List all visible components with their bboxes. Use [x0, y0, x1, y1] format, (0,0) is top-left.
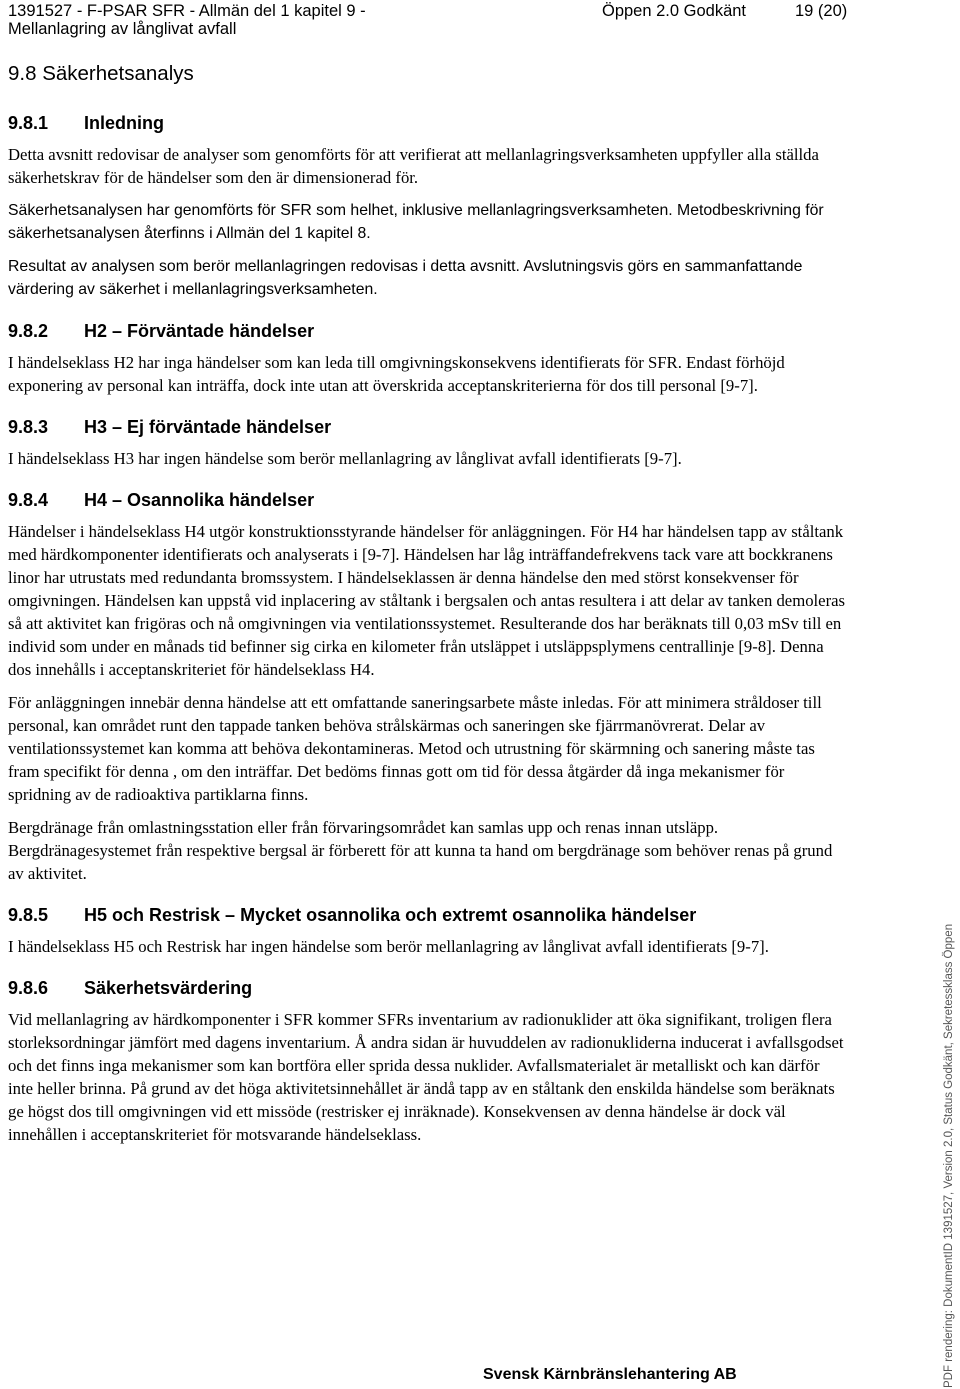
subsection-heading-9-8-5	[8, 903, 848, 927]
paragraph: I händelseklass H2 har inga händelser som kan leda till omgivningskonsekvens identifierats för SFR. Endast förhöjd exponering av personal kan inträffa, dock inte utan att överskrida acceptanskriterierna för dos till personal [9-7].	[8, 353, 785, 395]
subsection-title: H3 – Ej förväntade händelser	[84, 417, 332, 437]
document-status: Öppen 2.0 Godkänt	[602, 2, 747, 20]
subsection-heading-9-8-2	[8, 319, 848, 343]
subsection-title: H2 – Förväntade händelser	[84, 321, 315, 341]
document-body	[8, 60, 848, 1156]
subsection-heading-9-8-1	[8, 111, 848, 135]
subsection-number: 9.8.2	[8, 321, 49, 341]
pdf-rendering-note: PDF rendering: DokumentID 1391527, Version 2.0, Status Godkänt, Sekretessklass Öppen	[943, 923, 955, 1388]
paragraph: För anläggningen innebär denna händelse att ett omfattande saneringsarbete måste inledas. För att minimera stråldoser till personal, kan området runt den tappade tanken behöva strålskärmas och saneringen ske fjärrmanövrerat. Delar av ventilationssystemet kan komma att behöva dekontamineras. Metod och utrustning för skärmning och sanering måste tas fram specifikt för denna , om den inträffar. Det bedöms finnas gott om tid för dessa åtgärder då inga mekanismer för spridning av de radioaktiva partiklarna finns.	[8, 693, 822, 804]
subsection-heading-9-8-4	[8, 488, 848, 512]
paragraph: I händelseklass H3 har ingen händelse som berör mellanlagring av långlivat avfall identifierats [9-7].	[8, 449, 682, 468]
page-number: 19 (20)	[795, 2, 848, 20]
subsection-number: 9.8.4	[8, 490, 49, 510]
subsection-number: 9.8.6	[8, 978, 49, 998]
page-header	[8, 2, 908, 38]
paragraph: Säkerhetsanalysen har genomförts för SFR som helhet, inklusive mellanlagringsverksamheten. Metodbeskrivning för säkerhetsanalysen återfinns i Allmän del 1 kapitel 8.	[8, 202, 824, 242]
footer-company: Svensk Kärnbränslehantering AB	[483, 1366, 737, 1383]
subsection-number: 9.8.5	[8, 905, 49, 925]
subsection-heading-9-8-3	[8, 415, 848, 439]
subsection-title: Säkerhetsvärdering	[84, 978, 253, 998]
paragraph: Händelser i händelseklass H4 utgör konstruktionsstyrande händelser för anläggningen. För H4 har händelsen tapp av ståltank med härdkomponenter identifierats och analyserats i [9-7]. Händelsen har låg inträffandefrekvens tack vare att bockkranens linor har utrustats med redundanta bromssystem. I händelseklassen är denna händelse den med störst konsekvenser för omgivningen. Händelsen kan uppstå vid inplacering av ståltank i bergsalen och antas resultera i att delar av tanken demoleras så att aktivitet kan frigöras och nå omgivningen via ventilationssystemet. Resulterande dos har beräknats till 0,03 mSv till en individ som under en månads tid befinner sig cirka en kilometer från utsläppet i utsläppsplymens centrallinje [9-8]. Denna dos innehålls i acceptanskriteriet för händelseklass H4.	[8, 522, 846, 679]
subsection-title: H4 – Osannolika händelser	[84, 490, 315, 510]
subsection-title: H5 och Restrisk – Mycket osannolika och extremt osannolika händelser	[84, 905, 697, 925]
subsection-heading-9-8-6	[8, 976, 848, 1000]
paragraph: Resultat av analysen som berör mellanlagringen redovisas i detta avsnitt. Avslutningsvis görs en sammanfattande värdering av säkerhet i mellanlagringsverksamheten.	[8, 258, 803, 298]
subsection-number: 9.8.1	[8, 113, 49, 133]
paragraph: Detta avsnitt redovisar de analyser som genomförts för att verifierat att mellanlagringsverksamheten uppfyller alla ställda säkerhetskrav för de händelser som den är dimensionerad för.	[8, 145, 819, 187]
document-id: 1391527 - F-PSAR SFR - Allmän del 1 kapitel 9 -	[8, 2, 366, 20]
paragraph: Bergdränage från omlastningsstation eller från förvaringsområdet kan samlas upp och renas innan utsläpp. Bergdränagesystemet från respektive bergsal är förberett för att kunna ta hand om bergdränage som behöver renas på grund av aktivitet.	[8, 818, 833, 883]
section-title: 9.8 Säkerhetsanalys	[8, 62, 194, 85]
document-title-line-2: Mellanlagring av långlivat avfall	[8, 20, 237, 38]
paragraph: I händelseklass H5 och Restrisk har ingen händelse som berör mellanlagring av långlivat avfall identifierats [9-7].	[8, 937, 769, 956]
subsection-title: Inledning	[84, 113, 164, 133]
paragraph: Vid mellanlagring av härdkomponenter i SFR kommer SFRs inventarium av radionuklider att öka signifikant, troligen flera storleksordningar jämfört med dagens inventarium. Å andra sidan är huvuddelen av radionukliderna inducerat i avfallsgodset och det finns inga mekanismer som kan bortföra eller sprida dessa nuklider. Avfallsmaterialet är metalliskt och kan därför inte heller brinna. På grund av det höga aktivitetsinnehållet är ändå tapp av en ståltank den enskilda händelse som beräknats ge högst dos till omgivningen vid ett missöde (restrisker ej inräknade). Konsekvensen av denna händelse är dock väl innehållen i acceptanskriteriet för motsvarande händelseklass.	[8, 1010, 844, 1144]
subsection-number: 9.8.3	[8, 417, 49, 437]
